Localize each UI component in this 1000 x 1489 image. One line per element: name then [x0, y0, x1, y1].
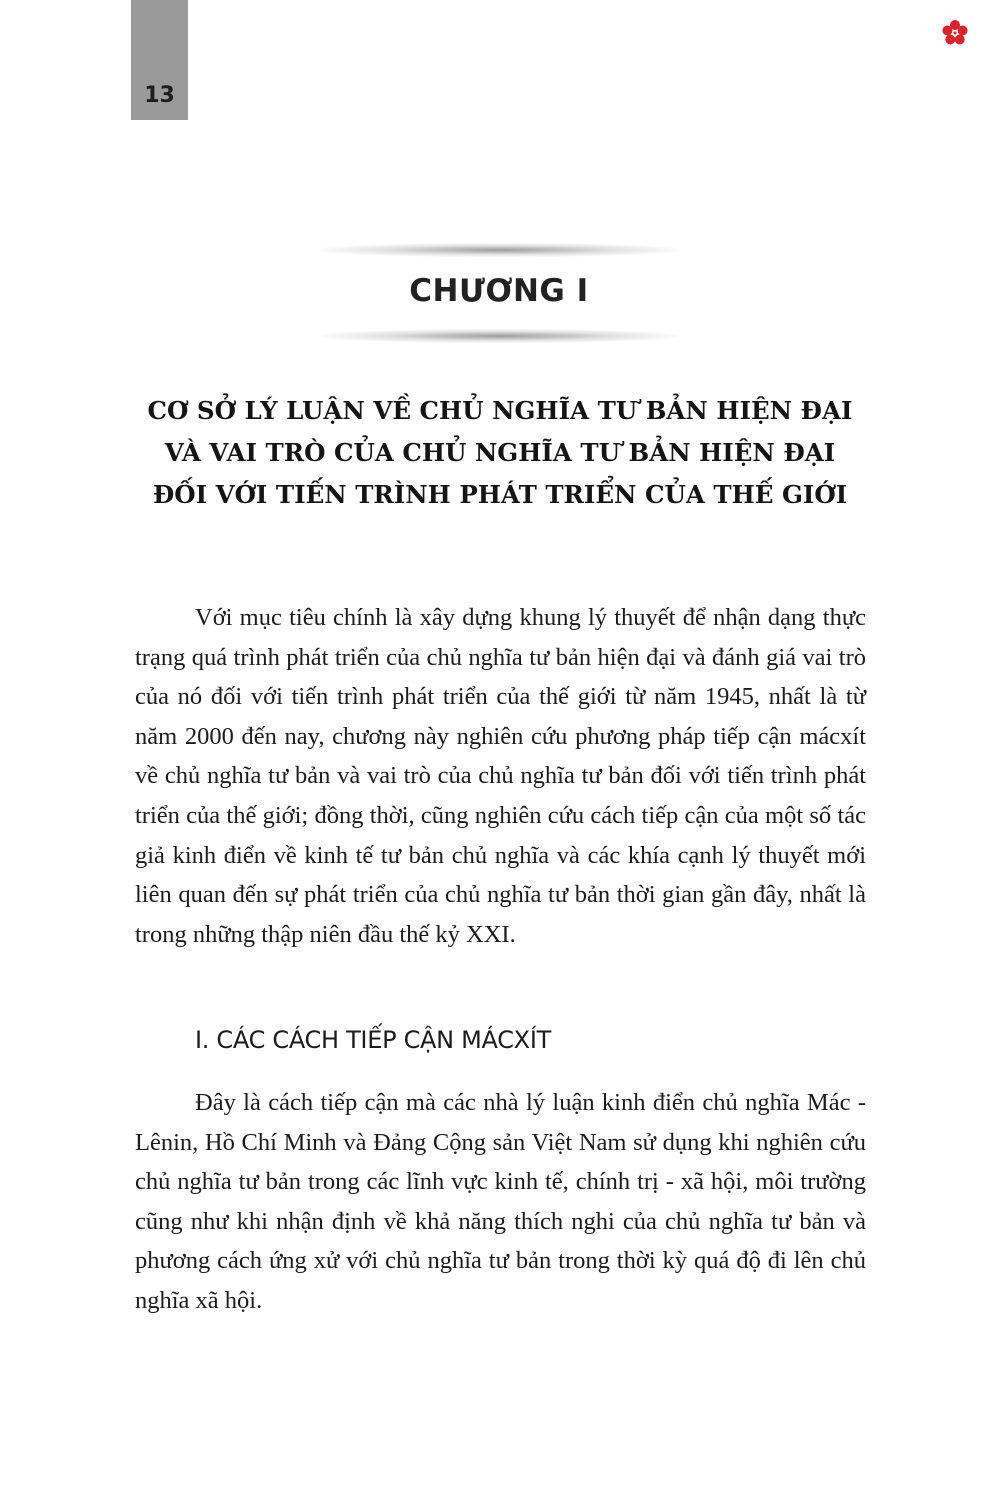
- chapter-title: [120, 390, 880, 516]
- red-flower-icon: [941, 19, 969, 47]
- intro-paragraph: Với mục tiêu chính là xây dựng khung lý thuyết để nhận dạng thực trạng quá trình phát triển của chủ nghĩa tư bản hiện đại và đánh giá vai trò của nó đối với tiến trình phát triển của thế giới từ năm 1945, nhất là từ năm 2000 đến nay, chương này nghiên cứu phương pháp tiếp cận mácxít về chủ nghĩa tư bản và vai trò của chủ nghĩa tư bản đối với tiến trình phát triển của thế giới; đồng thời, cũng nghiên cứu cách tiếp cận của một số tác giả kinh điển về kinh tế tư bản chủ nghĩa và các khía cạnh lý thuyết mới liên quan đến sự phát triển của chủ nghĩa tư bản thời gian gần đây, nhất là trong những thập niên đầu thế kỷ XXI.: [135, 604, 866, 948]
- chapter-label: CHƯƠNG I: [409, 273, 589, 309]
- page-number: 13: [144, 83, 175, 108]
- chapter-bottom-shade: [320, 329, 678, 343]
- page-number-tab: [131, 0, 188, 120]
- chapter-title-line-1: CƠ SỞ LÝ LUẬN VỀ CHỦ NGHĨA TƯ BẢN HIỆN ĐẠI: [147, 396, 853, 425]
- section-paragraph: Đây là cách tiếp cận mà các nhà lý luận kinh điển chủ nghĩa Mác - Lênin, Hồ Chí Minh và Đảng Cộng sản Việt Nam sử dụng khi nghiên cứu chủ nghĩa tư bản trong các lĩnh vực kinh tế, chính trị - xã hội, môi trường cũng như khi nhận định về khả năng thích nghi của chủ nghĩa tư bản và phương cách ứng xử với chủ nghĩa tư bản trong thời kỳ quá độ đi lên chủ nghĩa xã hội.: [135, 1089, 866, 1314]
- chapter-top-shade: [320, 243, 678, 257]
- chapter-title-line-2: VÀ VAI TRÒ CỦA CHỦ NGHĨA TƯ BẢN HIỆN ĐẠI: [164, 438, 836, 467]
- chapter-title-line-3: ĐỐI VỚI TIẾN TRÌNH PHÁT TRIỂN CỦA THẾ GIỚI: [152, 480, 848, 509]
- section-heading: I. CÁC CÁCH TIẾP CẬN MÁCXÍT: [195, 1026, 551, 1054]
- chapter-label-block: [320, 243, 678, 343]
